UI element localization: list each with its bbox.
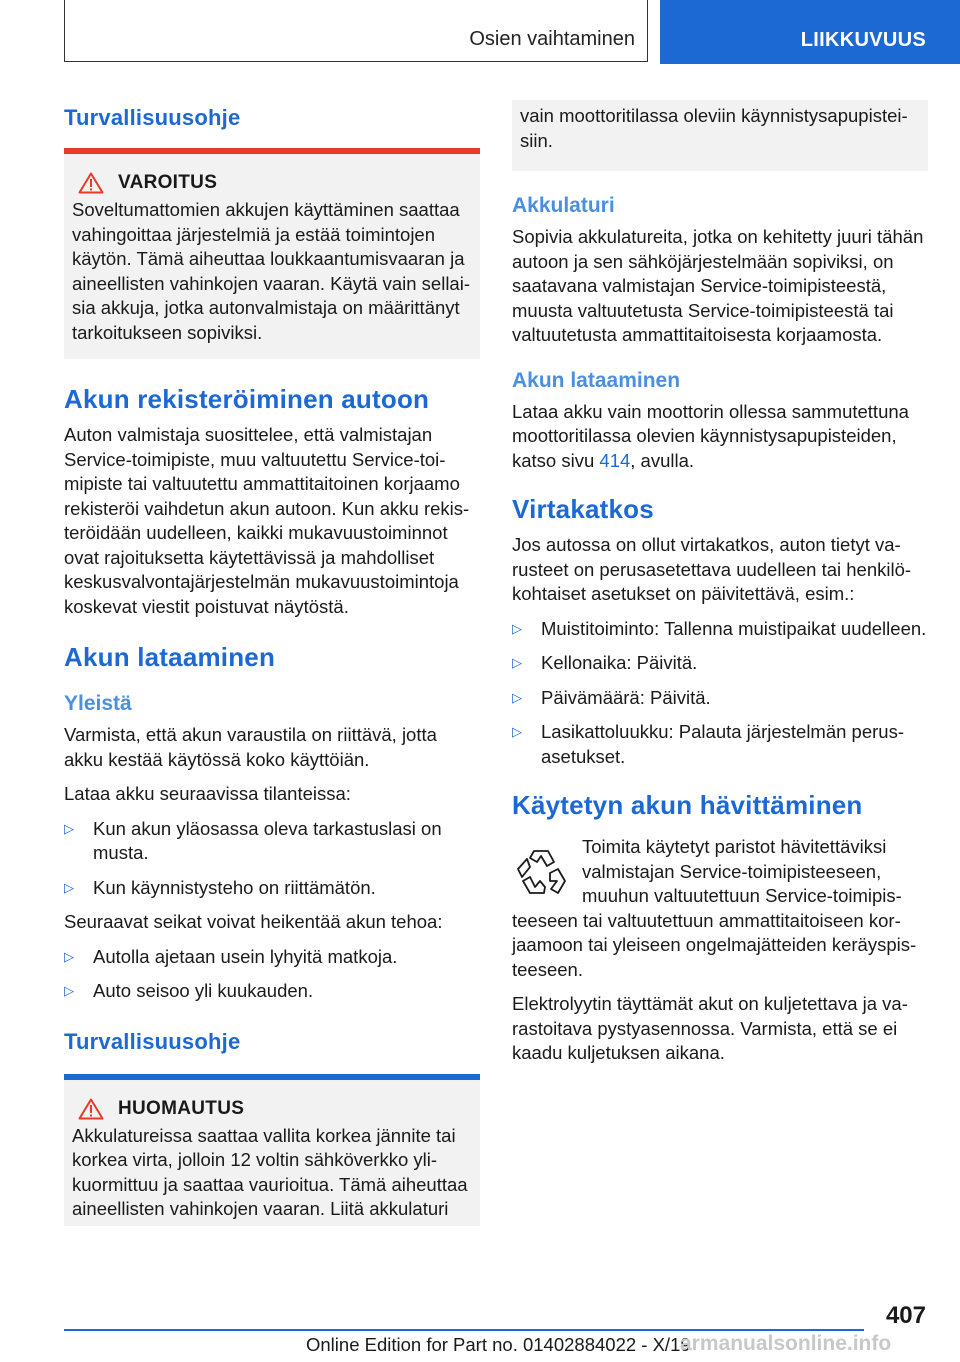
list-item: ▷ Kellonaika: Päivitä. xyxy=(512,651,928,676)
chapter-title: LIIKKUVUUS xyxy=(800,29,926,51)
bullet-triangle-icon: ▷ xyxy=(512,655,522,670)
bullet-triangle-icon: ▷ xyxy=(512,689,522,705)
heading-charging: Akun lataaminen xyxy=(64,642,276,672)
bullet-triangle-icon: ▷ xyxy=(512,620,522,636)
heading-general: Yleistä xyxy=(64,692,132,715)
warning-text: Soveltumattomien akkujen käyttäminen saattaa vahingoittaa järjestelmiä ja estää toimintojen käytön. Tämä aiheuttaa loukkaantumisvaaran ja aineellisten vahinkojen vaaran. Käytä vain sellaisia akkuja, jotka autonvalmistaja on määrittänyt tarkoitukseen sopiviksi. xyxy=(72,199,470,343)
notice-text-continued: vain moottoritilassa oleviin käynnistysapupisteisiin. xyxy=(520,105,908,151)
bullet-triangle-icon: ▷ xyxy=(64,948,74,964)
page-number: 407 xyxy=(885,1302,926,1329)
heading-safety-note: Turvallisuusohje xyxy=(64,105,241,130)
watermark: armanualsonline.info xyxy=(680,1332,892,1355)
chapter-tab xyxy=(660,0,960,64)
general-text: Varmista, että akun varaustila on riittävä, jotta akku kestää käytössä koko käyttöiän. xyxy=(64,724,437,770)
list-item: ▷ Muistitoiminto: Tallenna muistipaikat uudelleen. xyxy=(512,617,928,642)
list-item: ▷ Kun käynnistysteho on riittämätön. xyxy=(64,876,480,901)
bullet-triangle-icon: ▷ xyxy=(64,879,74,895)
warning-box xyxy=(64,148,480,359)
weaken-list xyxy=(64,945,480,1004)
weaken-intro: Seuraavat seikat voivat heikentää akun tehoa: xyxy=(64,911,443,932)
notice-box xyxy=(64,1074,480,1226)
heading-battery-disposal: Käytetyn akun hävittäminen xyxy=(512,790,863,820)
list-item: ▷ Auto seisoo yli kuukauden. xyxy=(64,979,480,1004)
list-item: ▷ Autolla ajetaan usein lyhyitä matkoja. xyxy=(64,945,480,970)
notice-text: Akkulatureissa saattaa vallita korkea jännite tai korkea virta, jolloin 12 voltin sähköverkko ylikuormittuu ja saattaa vaurioitua. Tämä aiheuttaa aineellisten vahinkojen vaaran. Liitä akkulaturi xyxy=(72,1124,468,1219)
heading-safety-note-2: Turvallisuusohje xyxy=(64,1028,241,1054)
warning-title: VAROITUS xyxy=(118,172,218,193)
section-header xyxy=(64,0,648,62)
warning-triangle-icon xyxy=(78,172,104,194)
disposal-section xyxy=(512,835,928,982)
notice-title: HUOMAUTUS xyxy=(118,1097,245,1119)
heading-register-battery: Akun rekisteröiminen autoon xyxy=(64,384,430,414)
footer-divider xyxy=(64,1329,864,1331)
outage-list xyxy=(512,617,928,770)
electrolyte-text: Elektrolyytin täyttämät akut on kuljetettava ja varastoitava pystyasennossa. Varmista, että se ei kaadu kuljetuksen aikana. xyxy=(512,993,908,1063)
charging-2-text: Lataa akku vain moottorin ollessa sammutettuna moottoritilassa olevien käynnistysapupisteiden, katso sivu 414, avulla. xyxy=(512,400,909,471)
notice-box-continued xyxy=(512,100,928,171)
list-item: ▷ Kun akun yläosassa oleva tarkastuslasi on musta. xyxy=(64,817,442,863)
charge-situations-intro: Lataa akku seuraavissa tilanteissa: xyxy=(64,783,351,804)
heading-charger: Akkulaturi xyxy=(512,194,615,217)
disposal-text: Toimita käytetyt paristot hävitettäviksi valmistajan Service-toimipisteeseen, muuhun valtuutettuun Service-toimipisteeseen tai valtuutettuun ammattitaitoiseen korjaamoon tai yleiseen ongelmajätteiden keräyspisteeseen. xyxy=(512,836,917,980)
recycle-icon xyxy=(514,845,568,899)
section-title: Osien vaihtaminen xyxy=(469,28,635,50)
charger-text: Sopivia akkulatureita, jotka on kehitetty juuri tähän autoon ja sen sähköjärjestelmään sopiviksi, on saatavana valmistajan Service-toimipisteestä, muusta valtuutetusta Service-toimipisteestä tai valtuutetusta ammattitaitoisesta korjaamosta. xyxy=(512,226,924,345)
list-item: ▷ Lasikattoluukku: Palauta järjestelmän perusasetukset. xyxy=(512,721,905,767)
heading-charging-2: Akun lataaminen xyxy=(512,368,681,392)
register-text: Auton valmistaja suosittelee, että valmistajan Service-toimipiste, muu valtuutettu Service-toimipiste tai valtuutettu ammattitaitoinen korjaamo rekisteröi vaihdetun akun autoon. Kun akku rekisteröidään uudelleen, kaikki mukavuustoiminnot ovat rajoituksetta käytettävissä ja mahdolliset keskusvalvontajärjestelmän mukavuustoimintoja koskevat viestit poistuvat näytöstä. xyxy=(64,424,470,617)
list-item: ▷ Päivämäärä: Päivitä. xyxy=(512,686,928,711)
heading-power-outage: Virtakatkos xyxy=(512,494,654,524)
page-reference-link[interactable]: 414 xyxy=(599,449,631,471)
page-header xyxy=(0,0,960,66)
charge-situations-list xyxy=(64,817,480,901)
bullet-triangle-icon: ▷ xyxy=(64,983,74,998)
footer-edition: Online Edition for Part no. 01402884022 - X/19 xyxy=(306,1334,691,1355)
bullet-triangle-icon: ▷ xyxy=(64,820,74,836)
outage-text: Jos autossa on ollut virtakatkos, auton tietyt varusteet on perusasetettava uudelleen tai henkilökohtaiset asetukset on päivitettävä, esim.: xyxy=(512,534,912,604)
right-column xyxy=(512,100,928,1076)
warning-triangle-icon xyxy=(78,1098,104,1120)
bullet-triangle-icon: ▷ xyxy=(512,724,522,739)
left-column xyxy=(64,100,480,1226)
